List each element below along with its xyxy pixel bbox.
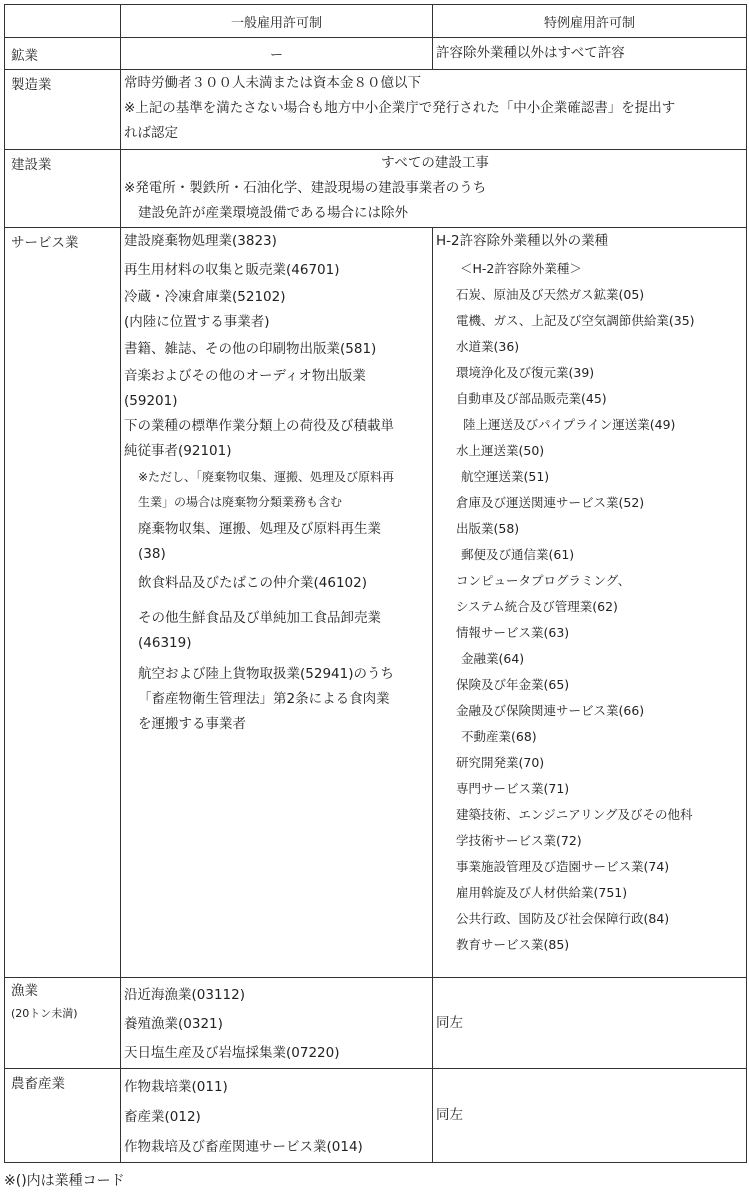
service-general-sub-item: 航空および陸上貨物取扱業(52941)のうち (138, 666, 394, 682)
service-general-note: 生業」の場合は廃棄物分類業務も含む (138, 495, 343, 509)
service-special-item: 倉庫及び運送関連サービス業(52) (456, 495, 645, 510)
industry-construction: 建設業 (5, 150, 121, 228)
service-special-item: 水上運送業(50) (456, 443, 545, 458)
service-special-item: 雇用斡旋及び人材供給業(751) (456, 885, 628, 900)
footnote: ※()内は業種コード (4, 1173, 125, 1189)
row-fishery (5, 978, 747, 1069)
header-special: 特例雇用許可制 (433, 5, 747, 38)
row-manufacturing (5, 70, 747, 150)
industry-service: サービス業 (5, 228, 121, 978)
service-general-item: 再生用材料の収集と販売業(46701) (124, 262, 340, 278)
service-general-item: 純従事者(92101) (124, 443, 232, 459)
service-special-item: 水道業(36) (456, 339, 520, 354)
service-special-item: 不動産業(68) (461, 729, 537, 744)
agriculture-general-item: 作物栽培業(011) (124, 1079, 228, 1095)
header-blank-cell (5, 5, 121, 38)
manufacturing-note-1: ※上記の基準を満たさない場合も地方中小企業庁で発行された「中小企業確認書」を提出す (124, 100, 676, 116)
manufacturing-criteria: 常時労働者３００人未満または資本金８０億以下 (124, 75, 421, 91)
service-special-list (436, 256, 746, 958)
service-special-item: 出版業(58) (456, 521, 520, 536)
agriculture-general-item: 作物栽培及び畜産関連サービス業(014) (124, 1139, 363, 1155)
mining-special: 許容除外業種以外はすべて許容 (433, 38, 747, 70)
fishery-general-item: 天日塩生産及び岩塩採集業(07220) (124, 1045, 340, 1061)
construction-note-1: ※発電所・製鉄所・石油化学、建設現場の建設事業者のうち (124, 180, 487, 196)
service-general-item: 書籍、雑誌、その他の印刷物出版業(581) (124, 341, 377, 357)
service-special-item: 陸上運送及びパイプライン運送業(49) (463, 417, 676, 432)
service-special-item: 電機、ガス、上記及び空気調節供給業(35) (456, 313, 695, 328)
service-general-sub-item: を運搬する事業者 (138, 716, 246, 732)
fishery-special: 同左 (433, 978, 747, 1069)
service-general-note: ※ただし、「廃棄物収集、運搬、処理及び原料再 (138, 470, 395, 484)
row-service (5, 228, 747, 978)
service-special-item: 郵便及び通信業(61) (461, 547, 575, 562)
service-special-item: 専門サービス業(71) (456, 781, 570, 796)
service-general-sub-item: 廃棄物収集、運搬、処理及び原料再生業 (138, 521, 381, 537)
service-special-item: 金融業(64) (461, 651, 525, 666)
service-special-item: システム統合及び管理業(62) (456, 599, 618, 614)
service-general-sub-item: 「畜産物衛生管理法」第2条による食肉業 (138, 691, 390, 707)
service-special-subtitle: ＜H-2許容除外業種＞ (460, 261, 582, 276)
service-special-item: 公共行政、国防及び社会保障行政(84) (456, 911, 670, 926)
row-construction (5, 150, 747, 228)
service-general-item: (59201) (124, 393, 178, 409)
service-special-item: 研究開発業(70) (456, 755, 545, 770)
service-special-item: 学技術サービス業(72) (456, 833, 582, 848)
header-row (5, 5, 747, 38)
service-special-item: 金融及び保険関連サービス業(66) (456, 703, 645, 718)
service-general-sub-item: その他生鮮食品及び単純加工食品卸売業 (138, 610, 381, 626)
header-general: 一般雇用許可制 (121, 5, 433, 38)
industry-manufacturing: 製造業 (5, 70, 121, 150)
industry-permit-table (4, 4, 747, 1163)
fishery-general-item: 養殖漁業(0321) (124, 1016, 223, 1032)
agriculture-special: 同左 (433, 1069, 747, 1163)
service-general-item: 音楽およびその他のオーディオ物出版業 (124, 368, 366, 384)
service-special-item: コンピュータプログラミング、 (456, 573, 631, 588)
row-agriculture (5, 1069, 747, 1163)
service-special-item: 保険及び年金業(65) (456, 677, 570, 692)
service-special-item: 事業施設管理及び造園サービス業(74) (456, 859, 670, 874)
agriculture-general-item: 畜産業(012) (124, 1109, 201, 1125)
service-special-item: 自動車及び部品販売業(45) (456, 391, 607, 406)
industry-mining: 鉱業 (5, 38, 121, 70)
manufacturing-content (121, 70, 747, 150)
service-general-item: 冷蔵・冷凍倉庫業(52102) (124, 289, 286, 305)
fishery-general (121, 978, 433, 1069)
service-special-item: 教育サービス業(85) (456, 937, 570, 952)
construction-all: すべての建設工事 (381, 155, 489, 171)
manufacturing-note-2: れば認定 (124, 125, 178, 141)
service-general-item: 建設廃棄物処理業(3823) (124, 233, 277, 249)
industry-agriculture: 農畜産業 (5, 1069, 121, 1163)
service-general-sub-item: 飲食料品及びたばこの仲介業(46102) (138, 575, 367, 591)
service-special-item: 情報サービス業(63) (456, 625, 570, 640)
construction-note-2: 建設免許が産業環境設備である場合には除外 (138, 205, 408, 221)
service-general (121, 228, 433, 978)
service-special (433, 228, 747, 978)
construction-content (121, 150, 747, 228)
service-general-sub-item: (46319) (138, 635, 192, 651)
row-mining (5, 38, 747, 70)
industry-fishery (5, 978, 121, 1069)
service-general-item: 下の業種の標準作業分類上の荷役及び積載単 (124, 418, 394, 434)
service-special-item: 建築技術、エンジニアリング及びその他科 (456, 807, 693, 822)
service-special-title: H-2許容除外業種以外の業種 (436, 233, 609, 249)
mining-general: ー (121, 38, 433, 70)
service-special-item: 航空運送業(51) (461, 469, 550, 484)
service-special-item: 環境浄化及び復元業(39) (456, 365, 595, 380)
industry-fishery-sub: (20トン未満) (11, 1007, 78, 1020)
agriculture-general (121, 1069, 433, 1163)
service-general-sub-item: (38) (138, 546, 166, 562)
service-general-item: (内陸に位置する事業者) (124, 314, 270, 330)
fishery-general-item: 沿近海漁業(03112) (124, 987, 245, 1003)
industry-fishery-name: 漁業 (11, 983, 38, 999)
service-special-item: 石炭、原油及び天然ガス鉱業(05) (456, 287, 645, 302)
